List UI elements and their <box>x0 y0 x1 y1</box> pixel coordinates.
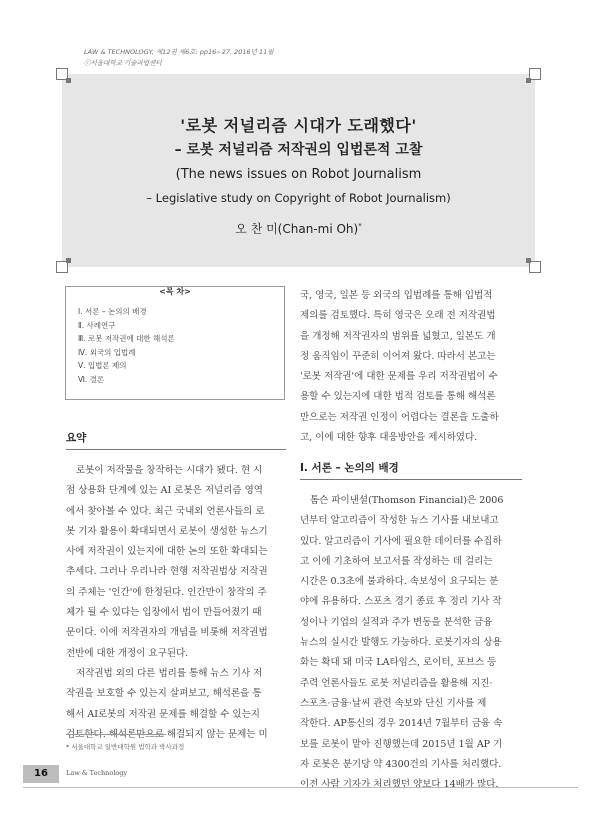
journal-citation: LAW & TECHNOLOGY, 제12권 제6호: pp16~27, 2016년 11월 <box>84 48 274 56</box>
copyright-notice: ⓒ서울대학교 기술과법센터 <box>84 59 162 67</box>
body-line: 주력 언론사들도 로봇 저널리즘을 활용해 지진· <box>300 677 493 689</box>
body-line: 시간은 0.3초에 불과하다. 속보성이 요구되는 분 <box>300 576 499 588</box>
body-line: 야에 유용하다. 스포츠 경기 종료 후 정리 기사 작 <box>300 596 502 608</box>
body-line: 년부터 알고리즘이 작성한 뉴스 기사를 내보내고 <box>300 515 499 527</box>
body-line: 스포츠·금융·날씨 관련 속보와 단신 기사를 제 <box>300 697 487 709</box>
corner-ornament <box>523 68 541 86</box>
body-line: 만으로는 저작권 인정이 어렵다는 결론을 도출하 <box>300 411 499 423</box>
toc-item: Ⅳ. 외국의 입법례 <box>78 347 136 357</box>
body-line: 사에 저작권이 있는지에 대한 논의 또한 확대되는 <box>66 546 268 558</box>
title-english-main: (The news issues on Robot Journalism <box>175 167 422 182</box>
body-line: 해서 AI로봇의 저작권 문제를 해결할 수 있는지 <box>66 708 260 720</box>
body-line: 정 움직임이 꾸준히 이어져 왔다. 따라서 본고는 <box>300 350 496 362</box>
body-line: 문이다. 이에 저작권자의 개념을 비롯해 저작권법 <box>66 627 268 639</box>
toc-heading: <목 차> <box>159 287 191 296</box>
body-line: 저작권법 외의 다른 법리를 통해 뉴스 기사 저 <box>76 667 263 679</box>
body-line: '로봇 저작권'에 대한 문제를 우리 저작권법이 수 <box>300 371 498 383</box>
body-line: 봇 기자 활용이 확대되면서 로봇이 생성한 뉴스기 <box>66 525 268 537</box>
abstract-body-continued <box>300 286 522 448</box>
body-line: 고, 이에 대한 향후 대응방안을 제시하였다. <box>300 432 478 444</box>
corner-ornament <box>56 68 74 86</box>
title-box <box>62 74 535 267</box>
body-line: 전반에 대한 개정이 요구된다. <box>66 647 189 659</box>
journal-header <box>84 47 274 69</box>
section-heading: Ⅰ. 서론 – 논의의 배경 <box>300 462 399 474</box>
body-line: 용할 수 있는지에 대한 법적 검토를 통해 해석론 <box>300 391 496 403</box>
toc-item: Ⅵ. 결론 <box>78 374 105 384</box>
corner-ornament <box>523 255 541 273</box>
abstract-heading: 요약 <box>66 432 87 444</box>
body-line: 추세다. 그러나 우리나라 현행 저작권법상 저작권 <box>66 566 268 578</box>
title-korean-sub: – 로봇 저널리즘 저작권의 입법론적 고찰 <box>174 142 423 158</box>
body-line: 국, 영국, 일본 등 외국의 입법례를 통해 입법적 <box>300 290 493 301</box>
body-line: 보를 로봇이 맡아 진행했는데 2015년 1월 AP 기 <box>300 738 503 750</box>
body-line: 체가 될 수 있다는 입장에서 법이 만들어졌기 때 <box>66 607 262 619</box>
abstract-body <box>66 461 286 745</box>
body-line: 작한다. AP통신의 경우 2014년 7월부터 금융 속 <box>300 718 503 730</box>
author-name: 오 찬 미(Chan-mi Oh) <box>235 222 359 236</box>
title-korean-main: '로봇 저널리즘 시대가 도래했다' <box>180 116 417 135</box>
body-line: 제의를 검토했다. 특히 영국은 오래 전 저작권법 <box>300 310 496 322</box>
footer-journal-label: Law & Technology <box>66 769 128 777</box>
body-line: 성이나 기업의 실적과 주가 변동을 분석한 금융 <box>300 616 493 628</box>
body-line: 점 상용화 단계에 있는 AI 로봇은 저널리즘 영역 <box>66 485 263 497</box>
page-number: 16 <box>23 765 59 783</box>
body-line: 을 개정해 저작권자의 범위를 넓혔고, 일본도 개 <box>300 330 496 342</box>
toc-item: Ⅴ. 입법론 제의 <box>78 361 127 370</box>
footer-rule <box>23 787 578 788</box>
footnote: * 서울대학교 일반대학원 법학과 박사과정 <box>66 743 185 751</box>
body-line: 뉴스의 실시간 발행도 가능하다. 로봇기자의 상용 <box>300 637 502 649</box>
footnote-rule <box>66 734 166 735</box>
body-line: 톰슨 파이낸셜(Thomson Financial)은 2006 <box>310 495 504 506</box>
body-line: 화는 확대 돼 미국 LA타임스, 로이터, 포브스 등 <box>300 657 497 669</box>
toc-item: Ⅲ. 로봇 저작권에 대한 해석론 <box>78 334 175 343</box>
body-line: 고 이에 기초하여 보고서를 작성하는 데 걸리는 <box>300 555 493 567</box>
author-footnote-mark: * <box>358 222 362 230</box>
abstract-rule <box>66 449 286 450</box>
toc-item: Ⅰ. 서론 – 논의의 배경 <box>78 307 147 316</box>
body-line: 검토한다. 해석론만으로 해결되지 않는 문제는 미 <box>66 728 268 740</box>
body-line: 있다. 알고리즘이 기사에 필요한 데이터를 수집하 <box>300 535 502 547</box>
body-line: 에서 찾아볼 수 있다. 최근 국내외 언론사들의 로 <box>66 505 265 517</box>
body-line: 의 주체는 '인간'에 한정된다. 인간만이 창작의 주 <box>66 586 267 598</box>
body-line: 자 로봇은 분기당 약 4300건의 기사를 처리했다. <box>300 758 502 770</box>
title-english-sub: – Legislative study on Copyright of Robot Journalism) <box>146 191 451 205</box>
body-line: 로봇이 저작물을 창작하는 시대가 됐다. 현 시 <box>76 465 263 476</box>
body-line: 이전 사람 기자가 처리했던 양보다 14배가 많다. <box>300 779 499 791</box>
author-line <box>62 214 535 241</box>
corner-ornament <box>56 255 74 273</box>
table-of-contents <box>65 286 285 400</box>
body-line: 작권을 보호할 수 있는지 살펴보고, 해석론을 통 <box>66 688 262 700</box>
toc-item: Ⅱ. 사례연구 <box>78 320 116 330</box>
section-rule <box>300 479 522 480</box>
section-body <box>300 491 522 795</box>
